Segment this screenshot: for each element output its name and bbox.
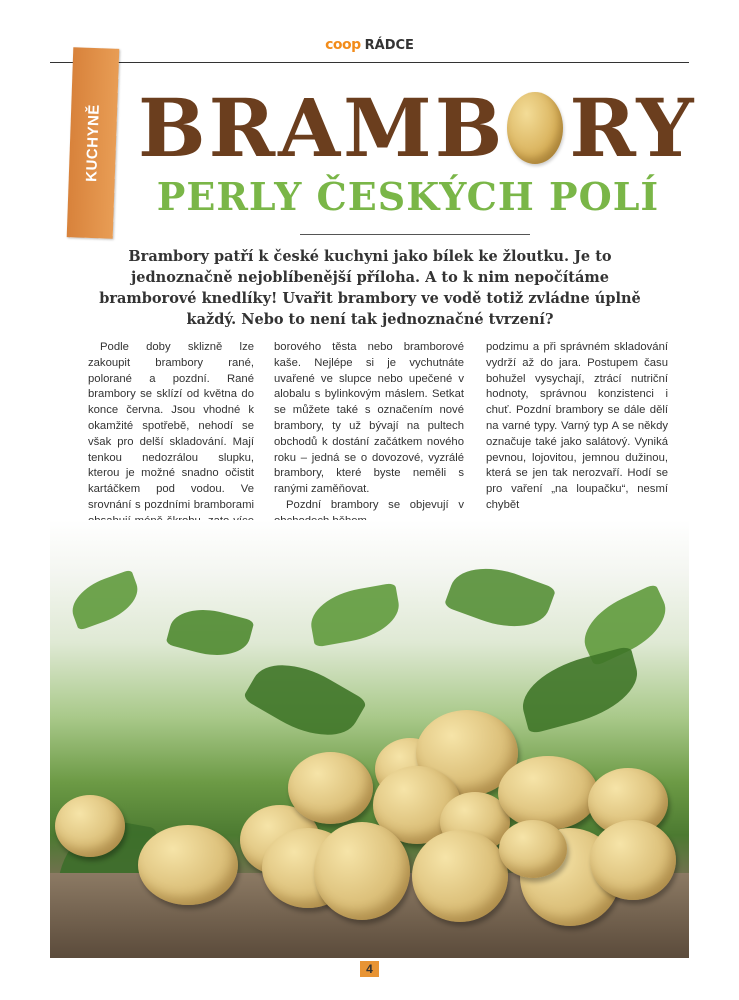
potato [138,825,238,905]
page-footer [0,960,739,978]
leaf-shape [514,645,645,734]
header-divider [50,62,689,63]
potato [498,756,598,830]
title-part-1: BRAMB [138,81,506,175]
potato [499,820,567,878]
column-1-paragraph: Podle doby sklizně lze zakoupit brambory rané, polorané a pozdní. Rané brambory se sklízí od května do konce června. Jsou vhodné k okamžité spotřebě, nehodí se však pro delší skladování. Mají tenkou nedozrálou slupku, kterou je možné snadno očistit kartáčkem pod vodou. Ve srovnání s pozdními bramborami [88,341,254,511]
section-tab [67,47,120,238]
potato [590,820,676,900]
title-part-2: RY [569,81,697,175]
potato [288,752,373,824]
text-column-3 [486,340,668,514]
column-2-paragraph-1: borového těsta nebo bramborové kaše. Nejlépe si je vychutnáte uvařené ve slupce nebo upečené v alobalu s bylinkovým máslem. Setkat se můžete také s označením nové brambory, ty už bývají na pultech obchodů k dostání začátkem nového roku – jedná se o dovozové, vyzrálé brambory, které byste neměli s ranými zaměňovat. [274,341,464,496]
column-2-paragraph-2: Pozdní brambory se objevují v [286,498,464,511]
article-title [138,82,698,174]
article-lead: Brambory patří k české kuchyni jako bílek ke žloutku. Je to jednoznačně nejoblíbenější příloha. A to k nim nepočítáme bramborové knedlíky! Uvařit brambory ve vodě totiž zvládne úplně každý. Nebo to není tak jednoznačné tvrzení? [99,248,641,328]
brand-logo [325,37,414,53]
potato [55,795,125,857]
coop-logo: coop [325,37,361,53]
potato [314,822,410,920]
potato [412,830,508,922]
leaf-shape [65,569,144,631]
leaf-shape [166,600,255,664]
column-3-paragraph: podzimu a při správném skladování vydrží až do jara. Postupem času bohužel vysychají, ztrácí nutriční hodnoty, správnou konzistenci i chuť. Pozdní brambory se dále dělí na varné typy. Varný typ A se někdy označuje také jako salátový. Vyniká pevnou, lojovitou, jemnou dužinou, která se jen tak nerozvaří. Hodí se pro vaření „na loupačku“, nesmí chybět [486,341,668,511]
page-number: 4 [360,961,379,977]
brand-radce: RÁDCE [364,37,414,53]
article-subtitle: PERLY ČESKÝCH POLÍ [156,174,660,219]
leaf-shape [306,583,403,648]
subtitle-divider [300,234,530,235]
leaf-shape [242,647,367,754]
text-column-2 [274,340,464,530]
potato-field-photo [50,520,689,958]
potato-letter-o-icon [507,92,563,164]
section-tab-label: KUCHYNĚ [83,103,103,183]
leaf-shape [444,555,557,641]
